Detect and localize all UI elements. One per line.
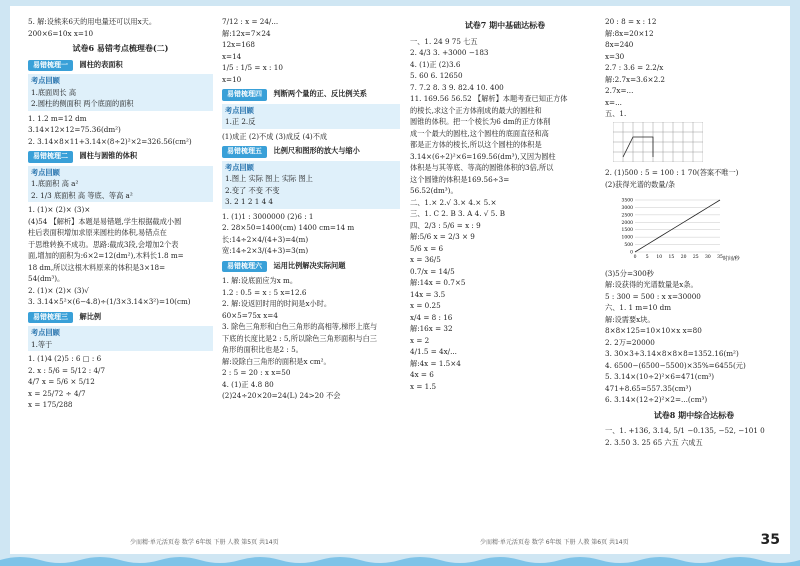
text-line: (2)24÷20×20=24(L) 24>20 不会 xyxy=(222,391,341,400)
text-line: 2.7x=... xyxy=(605,86,634,95)
text-line: 12x=168 xyxy=(222,40,255,49)
text-line: 解:8x=20×12 xyxy=(605,28,654,38)
review-heading: 考点回顾 xyxy=(31,167,60,177)
text-line: 柱后表面积增加求原来圆柱的体积,易错点在 xyxy=(28,228,167,237)
review-line: 2. 1/3 底面积 高 等底、等高 a² xyxy=(31,190,133,200)
section-label: 解比例 xyxy=(79,311,102,321)
section-heading xyxy=(28,59,213,72)
text-line: 2. 3.50 3. 25 65 六五 六成五 xyxy=(605,437,703,447)
section-label: 运用比例解决实际问题 xyxy=(273,260,346,270)
text-line: x = 175/288 xyxy=(28,400,73,409)
text-line: (4)54 【解析】本题是易错题,学生根据截成小圆 xyxy=(28,216,182,226)
text-line: 四、2/3 : 5/6 = x : 9 xyxy=(410,220,481,230)
text-line: 2. 解:设返回时用的时间是x小时。 xyxy=(222,299,332,308)
review-line: 1.底面积 高 a² xyxy=(31,179,79,188)
text-line: 4. (1)正 4.8 80 xyxy=(222,379,274,389)
y-tick-label: 2000 xyxy=(621,220,633,226)
text-line: 5/6 x = 6 xyxy=(410,243,444,253)
text-line: 5. 解:设熊来6天的用电量还可以用x天。 xyxy=(28,17,157,26)
text-line: 60×5=75x x=4 xyxy=(222,310,278,320)
x-tick-label: 5 xyxy=(645,255,649,260)
text-line: 4. 6500−(6500−5500)×35%=6455(元) xyxy=(605,360,746,370)
y-tick-label: 1500 xyxy=(621,228,633,234)
section-label: 判断两个量的正、反比例关系 xyxy=(273,89,367,98)
review-line: 1.图上 实际 图上 实际 图上 xyxy=(225,174,313,183)
x-tick-label: 30 xyxy=(704,255,711,260)
text-line: 8×8×125=10×10×x x=80 xyxy=(605,326,702,335)
text-line: x = 1.5 xyxy=(410,381,437,391)
text-line: 4x = 6 xyxy=(410,370,434,379)
text-line: 一、1. +136, 3.14, 5/1 −0.135, −52, −101 0 xyxy=(605,426,765,435)
text-line: x/4 = 8 : 16 xyxy=(410,312,453,322)
review-line: 2.圆柱的侧面积 两个底面的面积 xyxy=(31,99,134,108)
x-tick-label: 35 xyxy=(717,255,723,260)
text-line: 2 : 5 = 20 : x x=50 xyxy=(222,368,291,377)
text-line: 6. 3.14×(12÷2)²×2=...(cm³) xyxy=(605,395,708,404)
text-line: (2)获得光谱的数量/条 xyxy=(605,179,676,189)
text-line: 4. (1)正 (2)3.6 xyxy=(410,59,461,69)
text-line: 解:14x = 0.7×5 xyxy=(410,278,466,287)
y-tick-label: 3500 xyxy=(621,198,633,204)
text-line: 解:设除白三角形的面积是x cm²。 xyxy=(222,356,331,366)
text-line: 1. (1)1 : 3000000 (2)6 : 1 xyxy=(222,211,314,221)
text-line: 五、1. xyxy=(605,109,627,118)
y-tick-label: 3000 xyxy=(621,205,633,211)
text-line: 1. (1)4 (2)5 : 6 □ : 6 xyxy=(28,354,102,363)
text-line: 角形的面积比也是2 : 5。 xyxy=(222,345,303,354)
text-line: 2. (1)500 : 5 = 100 : 1 70(答案不唯一) xyxy=(605,168,739,177)
text-line: 0.7/x = 14/5 xyxy=(410,266,455,276)
grid-drawing xyxy=(613,122,703,162)
text-line: 长:14÷2×4/(4+3)=4(m) xyxy=(222,234,309,244)
test-title: 试卷8 期中综合达标卷 xyxy=(653,409,735,420)
text-line: 的棱长,求这个正方体削成的最大的圆柱和 xyxy=(410,105,542,115)
section-heading xyxy=(28,311,213,324)
text-line: 3. 30×3+3.14×8×8×8=1352.16(m²) xyxy=(605,349,739,358)
text-line: 解:12x=7×24 xyxy=(222,28,271,38)
text-line: x = 36/5 xyxy=(410,255,441,264)
text-line: 2. 2万=20000 xyxy=(605,337,655,347)
text-line: x=10 xyxy=(222,74,242,84)
text-line: 2. 3.14×8×11+3.14×(8÷2)²×2=326.56(cm²) xyxy=(28,136,192,146)
answer-sheet-page xyxy=(10,6,790,554)
text-line: 8x=240 xyxy=(605,40,634,49)
column-2 xyxy=(222,16,400,402)
text-line: 2. (1)× (2)× (3)√ xyxy=(28,285,89,295)
section-label: 比例尺和图形的放大与缩小 xyxy=(273,146,360,155)
section-label: 圆柱的表面积 xyxy=(79,59,123,69)
text-line: 1.2 : 0.5 = x : 5 x=12.6 xyxy=(222,287,307,297)
section-tag: 易错梳理五 xyxy=(222,146,267,158)
text-line: 1. 解:设底面应为x m。 xyxy=(222,276,298,285)
text-line: 4/7 x = 5/6 × 5/12 xyxy=(28,377,95,386)
review-heading: 考点回顾 xyxy=(31,328,60,337)
text-line: 解:4x = 1.5×4 xyxy=(410,358,461,368)
text-line: 二、1.× 2.√ 3.× 4.× 5.× xyxy=(410,197,497,207)
text-line: 1/5 : 1/5 = x : 10 xyxy=(222,63,283,72)
review-heading: 考点回顾 xyxy=(31,76,60,85)
text-line: 面,增加的面积为:6×2=12(dm²),木料长1.8 m= xyxy=(28,251,184,260)
chart-xlabel: 时间/秒 xyxy=(723,256,740,262)
y-tick-label: 0 xyxy=(630,250,633,256)
review-box xyxy=(222,104,400,129)
text-line: 三、1. C 2. B 3. A 4. √ 5. B xyxy=(410,209,506,218)
review-line: 1.等于 xyxy=(31,339,53,349)
text-line: 200×6=10x x=10 xyxy=(28,28,94,38)
section-tag: 易错梳理一 xyxy=(28,60,73,72)
text-line: 56.52(dm³)。 xyxy=(410,186,458,195)
text-line: 5. 3.14×(10÷2)²×6=471(cm³) xyxy=(605,372,715,381)
section-heading xyxy=(222,145,400,158)
text-line: 六、1. 1 m=10 dm xyxy=(605,303,672,312)
text-line: 3.14×(6÷2)²×6=169.56(dm³),又因为圆柱 xyxy=(410,151,556,161)
text-line: 解:16x = 32 xyxy=(410,324,453,333)
x-tick-label: 15 xyxy=(668,255,675,260)
text-line: 下底的长度比是2 : 5,所以除色三角形面积与白三 xyxy=(222,333,377,343)
text-line: 宽:14÷2×3/(4+3)=3(m) xyxy=(222,246,309,255)
text-line: 3.14×12×12=75.36(dm²) xyxy=(28,125,121,134)
review-box xyxy=(28,74,213,111)
x-tick-label: 20 xyxy=(680,255,687,260)
text-line: 18 dm,所以这根木料原来的体积是3×18= xyxy=(28,262,166,272)
review-line: 1.正 2.反 xyxy=(225,117,256,126)
text-line: 2. 28×50=1400(cm) 1400 cm=14 m xyxy=(222,223,355,232)
section-tag: 易错梳理三 xyxy=(28,312,73,324)
text-line: 14x = 3.5 xyxy=(410,289,446,299)
text-line: 解:5/6 x = 2/3 × 9 xyxy=(410,232,475,241)
column-3 xyxy=(410,16,600,392)
x-tick-label: 10 xyxy=(656,255,663,260)
text-line: 2. 4/3 3. +3000 −183 xyxy=(410,48,489,57)
text-line: 54(dm³)。 xyxy=(28,274,65,283)
text-line: (3)5分=300秒 xyxy=(605,268,654,278)
text-line: 11. 169.56 56.52 【解析】本题考查已知正方体 xyxy=(410,94,568,103)
text-line: x = 0.25 xyxy=(410,301,441,310)
text-line: 5. 60 6. 12650 xyxy=(410,71,463,80)
column-1 xyxy=(28,16,213,411)
text-line: (1)成正 (2)不成 (3)成反 (4)不成 xyxy=(222,131,328,141)
text-line: x=... xyxy=(605,97,622,107)
series-line xyxy=(635,200,720,252)
y-tick-label: 2500 xyxy=(621,213,633,219)
section-heading xyxy=(222,260,400,273)
text-line: 2.7 : 3.6 = 2.2/x xyxy=(605,63,664,72)
y-tick-label: 500 xyxy=(624,243,633,249)
text-line: 1. 1.2 m=12 dm xyxy=(28,113,87,123)
text-line: 体积是与其等底、等高的圆锥体积的3倍,所以 xyxy=(410,163,554,172)
review-line: 3. 2 1 2 1 4 4 xyxy=(225,197,274,206)
text-line: 一、1. 24 9 75 七五 xyxy=(410,36,478,46)
test-title: 试卷7 期中基础达标卷 xyxy=(464,20,546,30)
review-heading: 考点回顾 xyxy=(225,105,254,115)
text-line: 5 : 300 = 500 : x x=30000 xyxy=(605,291,701,301)
section-tag: 易错梳理二 xyxy=(28,151,73,163)
section-heading xyxy=(222,88,400,101)
text-line: 都是正方体的棱长,所以这个圆柱的体积是 xyxy=(410,140,542,149)
line-chart xyxy=(613,192,743,262)
review-heading: 考点回顾 xyxy=(225,162,254,172)
review-line: 1.底面周长 高 xyxy=(31,87,77,97)
text-line: 4/1.5 = 4x/... xyxy=(410,347,457,356)
section-tag: 易错梳理四 xyxy=(222,89,267,101)
text-line: 圆锥的体积。把一个棱长为6 dm的正方体削 xyxy=(410,117,551,126)
text-line: 7. 7.2 8. 3 9. 82.4 10. 400 xyxy=(410,82,504,92)
y-tick-label: 1000 xyxy=(621,235,633,241)
text-line: 于思维转换不成功。思路:截成3段,会增加2个表 xyxy=(28,239,179,249)
text-line: x=30 xyxy=(605,51,625,61)
text-line: 20 : 8 = x : 12 xyxy=(605,17,657,26)
text-line: 471+8.65=557.35(cm³) xyxy=(605,383,692,393)
review-line: 2.变了 不变 不变 xyxy=(225,185,280,195)
review-box xyxy=(222,161,400,209)
x-tick-label: 0 xyxy=(633,255,637,260)
text-line: 解:设需要x块。 xyxy=(605,314,655,324)
text-line: 1. (1)× (2)× (3)× xyxy=(28,205,91,214)
test-title: 试卷6 易错考点梳理卷(二) xyxy=(72,43,169,53)
review-box xyxy=(28,166,213,203)
section-heading xyxy=(28,150,213,163)
section-label: 圆柱与圆锥的体积 xyxy=(79,151,138,160)
text-line: 3. 除色三角形和白色三角形的高相等,梯形上底与 xyxy=(222,322,378,331)
footer-left: 少而精·单元活页卷 数学 6年级 下册 人教 第5页 共14页 xyxy=(130,539,279,546)
text-line: 这个圆锥的体积是169.56÷3= xyxy=(410,174,510,184)
footer-right: 少而精·单元活页卷 数学 6年级 下册 人教 第6页 共14页 xyxy=(480,539,629,546)
section-tag: 易错梳理六 xyxy=(222,261,267,273)
column-4 xyxy=(605,16,783,448)
text-line: 解:2.7x=3.6×2.2 xyxy=(605,74,665,84)
text-line: x=14 xyxy=(222,51,242,61)
text-line: 7/12 : x = 24/... xyxy=(222,17,279,26)
x-tick-label: 25 xyxy=(692,255,699,260)
text-line: x = 25/72 ÷ 4/7 xyxy=(28,388,86,398)
text-line: 解:设获得的光谱数量是x条。 xyxy=(605,280,698,289)
wave-decoration xyxy=(0,552,800,566)
text-line: x = 2 xyxy=(410,335,430,345)
text-line: 成一个最大的圆柱,这个圆柱的底面直径和高 xyxy=(410,128,549,138)
page-number: 35 xyxy=(760,532,780,548)
text-line: 3. 3.14×5²×(6−4.8)÷(1/3×3.14×3²)=10(cm) xyxy=(28,297,191,306)
text-line: 2. x : 5/6 = 5/12 : 4/7 xyxy=(28,365,106,375)
review-box xyxy=(28,326,213,351)
